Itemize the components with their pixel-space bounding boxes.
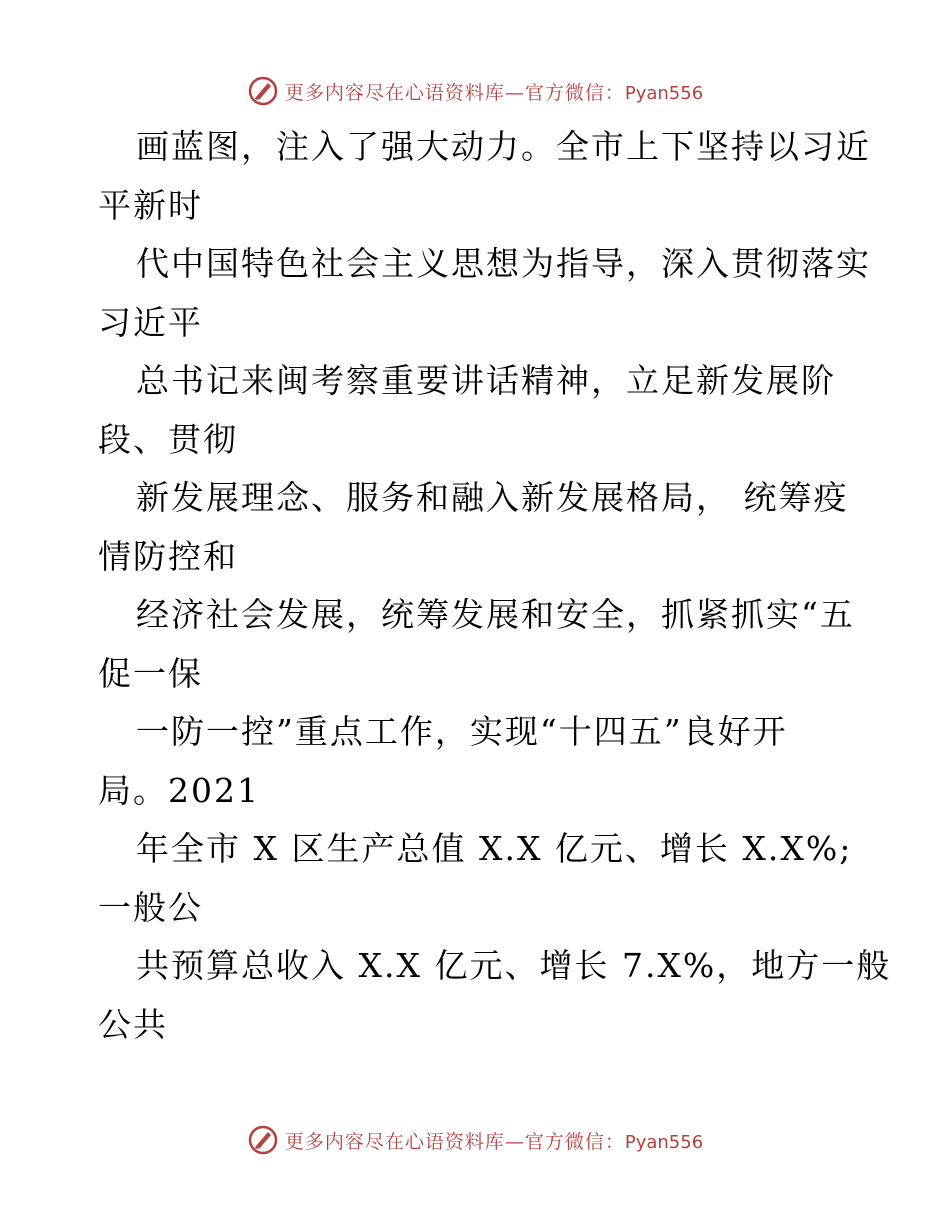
pen-logo-icon: [247, 1124, 279, 1156]
text-line: 经济社会发展，统筹发展和安全，抓紧抓实“五: [136, 595, 855, 634]
page-footer: [0, 1120, 950, 1160]
text-line: 公共: [98, 1004, 168, 1044]
footer-watermark: [247, 1124, 703, 1156]
document-body: [98, 118, 898, 1054]
footer-watermark-text: 更多内容尽在心语资料库—官方微信：Pyan556: [284, 1130, 704, 1153]
text-line: 画蓝图，注入了强大动力。全市上下坚持以习近: [136, 127, 871, 166]
pen-logo-icon: [247, 75, 279, 107]
text-line: 习近平: [98, 302, 203, 342]
text-line: 总书记来闽考察重要讲话精神，立足新发展阶: [136, 361, 836, 400]
text-line: 段、贯彻: [98, 419, 238, 459]
header-watermark-text: 更多内容尽在心语资料库—官方微信：Pyan556: [284, 81, 704, 104]
text-line: 一般公: [98, 887, 203, 927]
header-watermark: [247, 75, 703, 107]
text-line: 代中国特色社会主义思想为指导，深入贯彻落实: [136, 244, 871, 283]
footer-watermark-handle: Pyan556: [624, 1131, 704, 1153]
text-line: 情防控和: [98, 536, 238, 576]
header-watermark-handle: Pyan556: [624, 82, 704, 104]
text-line: 共预算总收入 X.X 亿元、增长 7.X%，地方一般: [136, 946, 892, 985]
page-header: [0, 71, 950, 111]
text-line: 新发展理念、服务和融入新发展格局， 统筹疫: [136, 478, 849, 517]
text-line: 年全市 X 区生产总值 X.X 亿元、增长 X.X%;: [136, 829, 853, 868]
text-line: 平新时: [98, 185, 203, 225]
text-line: 一防一控”重点工作，实现“十四五”良好开: [136, 712, 788, 751]
text-line: 局。2021: [98, 770, 260, 810]
text-line: 促一保: [98, 653, 203, 693]
